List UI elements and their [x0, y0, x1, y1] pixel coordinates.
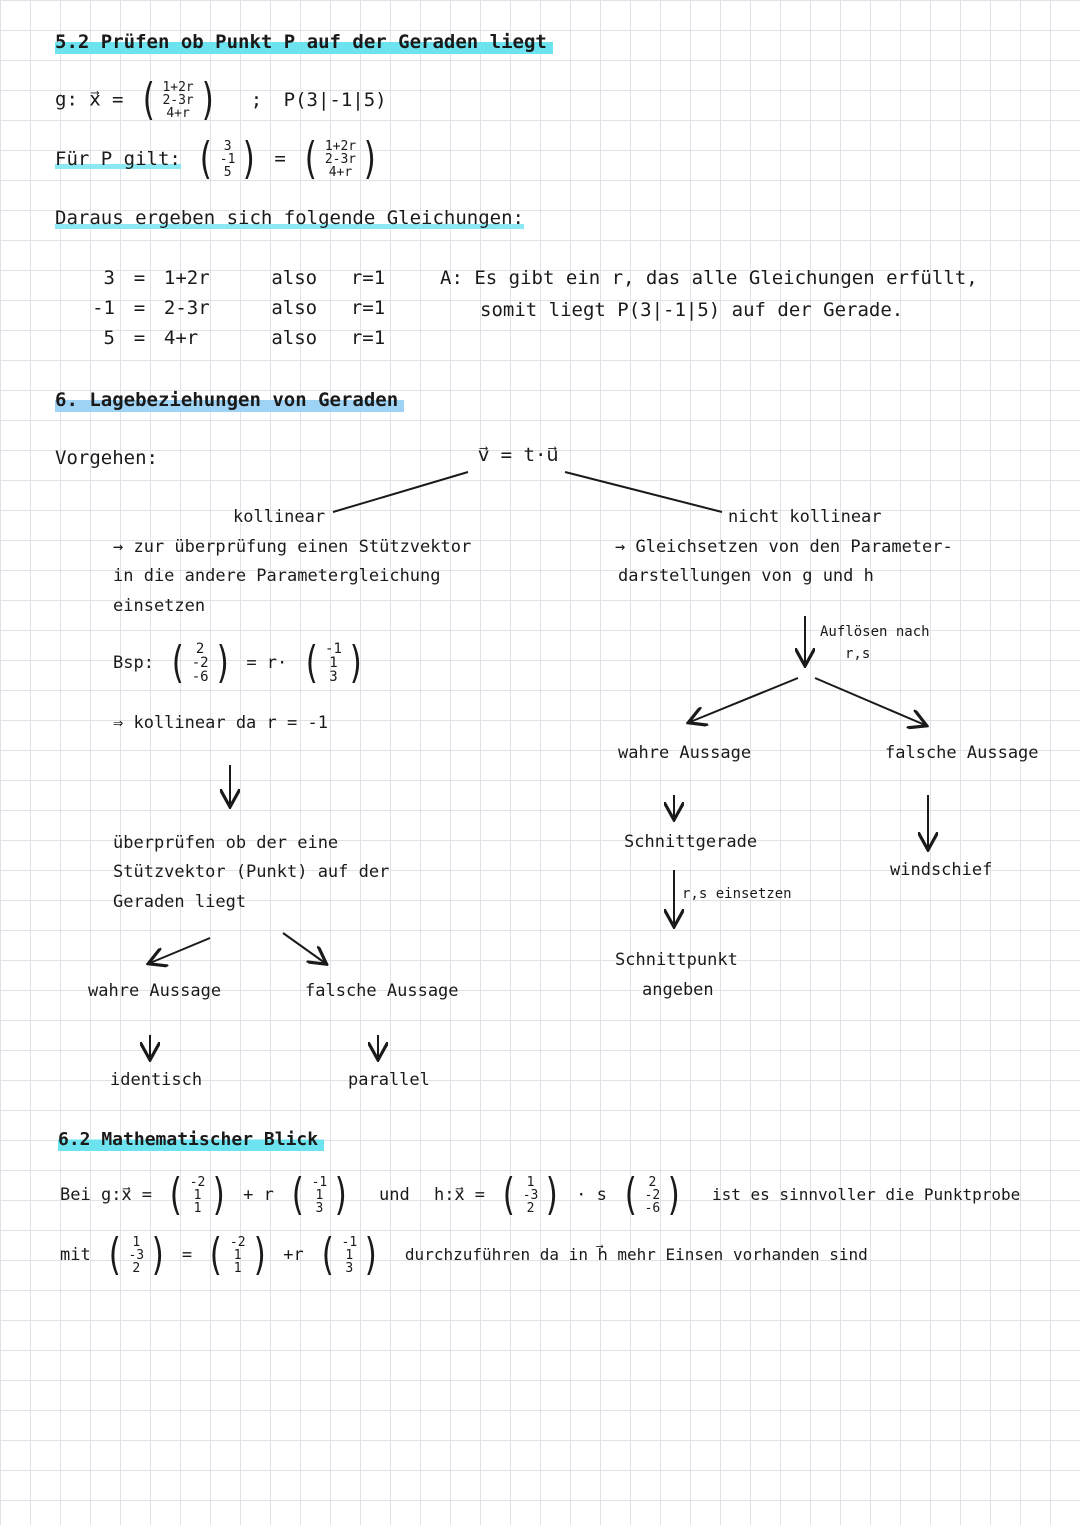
- g-label: g:: [55, 88, 78, 111]
- kollinear-desc-2: in die andere Parametergleichung: [113, 566, 441, 586]
- vec-entry: 1: [233, 1260, 242, 1276]
- vec-entry: 1: [345, 1247, 354, 1263]
- g-richtungsvektor: ( -1 1 3 ): [288, 1169, 351, 1220]
- h-stuetzvektor: ( 1 -3 2 ): [499, 1169, 562, 1220]
- bsp-line: [113, 637, 369, 688]
- angeben-label: angeben: [642, 980, 714, 1000]
- right-false-statement: falsche Aussage: [885, 743, 1039, 763]
- schnittpunkt-label: Schnittpunkt: [615, 950, 738, 970]
- kollinear-desc-1: → zur überprüfung einen Stützvektor: [113, 537, 472, 557]
- probe-vector-2: ( -2 1 1 ): [206, 1229, 270, 1280]
- branch-line-right: [565, 472, 722, 512]
- arrow-to-false: [283, 933, 325, 963]
- g-vector: ( 1+2r 2-3r 4+r ): [138, 74, 218, 125]
- vec-entry: 4+r: [166, 105, 190, 121]
- eq-rhs: 1+2r: [163, 267, 210, 289]
- vec-entry: -2: [189, 1174, 206, 1190]
- vec-entry: 1: [193, 1200, 202, 1216]
- bei-label: Bei: [60, 1185, 91, 1205]
- vec-entry: 3: [345, 1260, 354, 1276]
- vec-entry: -2: [229, 1234, 246, 1250]
- probe-equals: =: [181, 1245, 193, 1265]
- eq-op: =: [133, 267, 146, 289]
- parallel-label: parallel: [348, 1070, 430, 1090]
- plus-r: + r: [243, 1185, 274, 1205]
- kollinear-conclusion: ⇒ kollinear da r = -1: [113, 713, 328, 733]
- fuer-p-label: Für P gilt:: [55, 147, 181, 170]
- root-condition: v⃗ = t·u⃗: [478, 444, 559, 466]
- eq-rhs: 4+r: [163, 327, 199, 349]
- left-false-statement: falsche Aussage: [305, 981, 459, 1001]
- bsp-vector-2: ( -1 1 3 ): [301, 637, 366, 688]
- dot-s: · s: [576, 1185, 607, 1205]
- equals-sign: =: [112, 88, 124, 111]
- p-vector: ( 3 -1 5 ): [196, 133, 259, 184]
- vec-entry: 2: [526, 1200, 535, 1216]
- nicht-kollinear-desc-1: → Gleichsetzen von den Parameter-: [615, 537, 953, 557]
- eq-op: =: [133, 297, 146, 319]
- vorgehen-label: Vorgehen:: [55, 447, 158, 469]
- eq-result: r=1: [350, 267, 386, 289]
- bsp-equals: = r·: [246, 653, 288, 673]
- eq-result: r=1: [350, 327, 386, 349]
- rs-einsetzen-label: r,s einsetzen: [682, 886, 792, 902]
- arrow-to-false: [815, 678, 925, 725]
- section-5-2-heading: 5.2 Prüfen ob Punkt P auf der Geraden liegt: [55, 32, 553, 54]
- right-true-statement: wahre Aussage: [618, 743, 752, 763]
- eq-also: also: [271, 297, 318, 319]
- arrow-to-true: [150, 938, 210, 963]
- vec-entry: -1: [219, 151, 236, 167]
- daraus-text: Daraus ergeben sich folgende Gleichungen:: [55, 207, 524, 229]
- check-line-2: Stützvektor (Punkt) auf der: [113, 862, 390, 882]
- probe-vector-3: ( -1 1 3 ): [317, 1229, 381, 1280]
- vec-entry: 2: [132, 1260, 141, 1276]
- branch-line-left: [333, 472, 468, 512]
- kollinear-label: kollinear: [233, 507, 326, 527]
- section-6-2-heading: 6.2 Mathematischer Blick: [58, 1130, 324, 1151]
- vec-entry: 3: [315, 1200, 324, 1216]
- rhs-vector: ( 1+2r 2-3r 4+r ): [301, 133, 380, 184]
- equals-sign: =: [274, 147, 286, 170]
- aufloesen-label: Auflösen nach: [820, 624, 930, 640]
- vec-entry: 1: [233, 1247, 242, 1263]
- h-richtungsvektor: ( 2 -2 -6 ): [621, 1169, 684, 1220]
- semicolon: ;: [250, 88, 263, 111]
- section-6-heading: 6. Lagebeziehungen von Geraden: [55, 390, 404, 412]
- mit-label: mit: [60, 1245, 91, 1265]
- eq-lhs: -1: [92, 297, 115, 319]
- vec-entry: 2: [648, 1174, 657, 1190]
- vec-entry: 1+2r: [324, 138, 357, 154]
- vec-entry: -2: [644, 1187, 661, 1203]
- vec-entry: -1: [311, 1174, 328, 1190]
- aufloesen-vars: r,s: [845, 646, 871, 662]
- g-def-label: g:x⃗ =: [100, 1185, 152, 1205]
- kollinear-desc-3: einsetzen: [113, 596, 206, 616]
- check-line-1: überprüfen ob der eine: [113, 833, 339, 853]
- probe-rest-text: durchzuführen da in h⃗ mehr Einsen vorhanden sind: [404, 1245, 868, 1264]
- vec-entry: -6: [191, 669, 209, 685]
- nicht-kollinear-label: nicht kollinear: [728, 507, 882, 527]
- vec-entry: 2-3r: [324, 151, 357, 167]
- vec-entry: 2: [195, 641, 205, 657]
- eq-also: also: [271, 327, 318, 349]
- probe-plus-r: +r: [283, 1245, 304, 1265]
- eq-lhs: 3: [103, 267, 115, 289]
- vec-entry: -3: [522, 1187, 539, 1203]
- left-true-statement: wahre Aussage: [88, 981, 222, 1001]
- vec-entry: 3: [329, 669, 338, 685]
- eq-result: r=1: [350, 297, 386, 319]
- bsp-vector-1: ( 2 -2 -6 ): [168, 637, 233, 688]
- schnittgerade-label: Schnittgerade: [624, 832, 758, 852]
- answer-line-2: somit liegt P(3|-1|5) auf der Gerade.: [480, 299, 904, 321]
- windschief-label: windschief: [890, 860, 993, 880]
- h-def-label: h:x⃗ =: [433, 1185, 485, 1205]
- vec-entry: 2-3r: [162, 92, 194, 108]
- vec-entry: -2: [191, 655, 209, 671]
- vec-entry: 1: [132, 1234, 141, 1250]
- eq-also: also: [271, 267, 318, 289]
- vec-entry: 3: [223, 138, 232, 154]
- bsp-label: Bsp:: [113, 653, 154, 673]
- nicht-kollinear-desc-2: darstellungen von g und h: [618, 566, 874, 586]
- vec-entry: 1: [193, 1187, 202, 1203]
- vec-entry: 4+r: [328, 164, 353, 180]
- und-label: und: [379, 1185, 410, 1205]
- x-vector-symbol: x⃗: [89, 88, 101, 111]
- vec-entry: -1: [341, 1234, 358, 1250]
- ist-es-text: ist es sinnvoller die Punktprobe: [712, 1185, 1021, 1204]
- vec-entry: 1: [329, 655, 338, 671]
- vec-entry: -1: [325, 641, 342, 657]
- vec-entry: 5: [223, 164, 232, 180]
- vec-entry: 1: [526, 1174, 535, 1190]
- probe-vector-1: ( 1 -3 2 ): [104, 1229, 168, 1280]
- eq-lhs: 5: [103, 327, 115, 349]
- identisch-label: identisch: [110, 1070, 203, 1090]
- vec-entry: -3: [128, 1247, 145, 1263]
- vec-entry: -6: [644, 1200, 661, 1216]
- check-line-3: Geraden liegt: [113, 892, 247, 912]
- mathematischer-blick-line-2: [60, 1229, 868, 1280]
- answer-line-1: A: Es gibt ein r, das alle Gleichungen erfüllt,: [440, 267, 978, 289]
- vec-entry: 1+2r: [162, 79, 194, 95]
- eq-op: =: [133, 327, 146, 349]
- eq-rhs: 2-3r: [163, 297, 210, 319]
- vec-entry: 1: [315, 1187, 324, 1203]
- arrow-to-true: [690, 678, 798, 722]
- mathematischer-blick-line-1: [60, 1169, 1021, 1220]
- point-p: P(3|-1|5): [283, 88, 387, 111]
- g-stuetzvektor: ( -2 1 1 ): [166, 1169, 229, 1220]
